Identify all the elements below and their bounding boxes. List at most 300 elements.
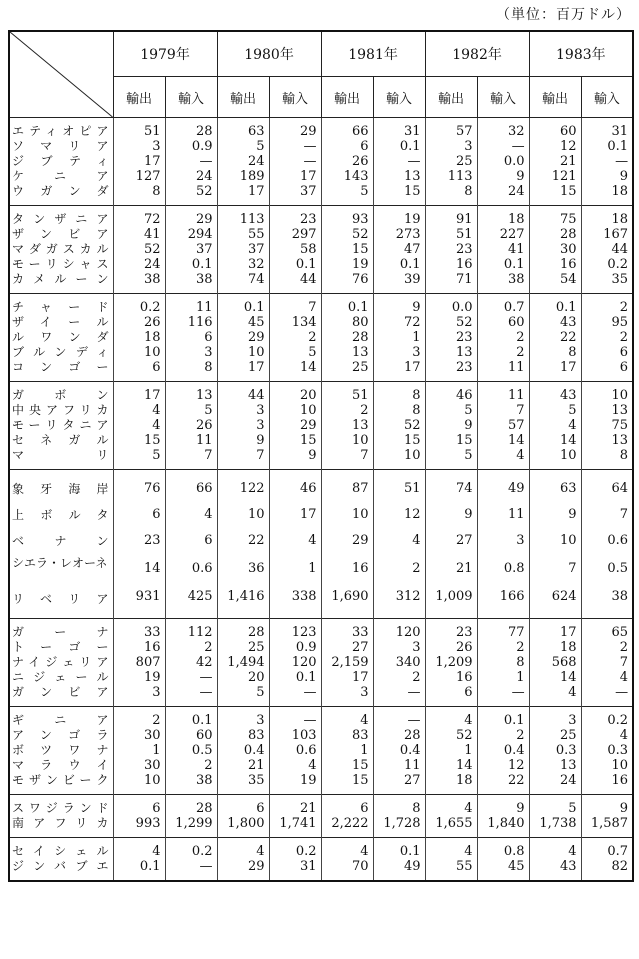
table-cell-value: — [407,713,421,728]
table-cell-value: 2,222 [331,816,369,831]
table-row [9,707,633,795]
table-cell-value: 4 [568,418,577,433]
table-cell-value: 41 [143,227,161,242]
table-cell-value: 0.3 [607,743,629,758]
table-cell-value: 35 [247,773,265,788]
table-cell-value: 39 [404,272,421,287]
export-value-cell [425,838,477,882]
table-cell-value: 4 [204,507,213,522]
import-value-cell [165,795,217,838]
table-cell-value: 0.4 [243,743,265,758]
import-value-cell [269,619,321,707]
country-name: 中央アフリカ [12,403,109,417]
table-cell-value: 18 [456,773,473,788]
table-cell-value: 23 [456,360,473,375]
table-cell-value: 9 [464,507,473,522]
export-value-cell [529,795,581,838]
table-cell-value: 0.4 [399,743,421,758]
table-cell-value: 340 [395,655,421,670]
import-value-cell [477,206,529,294]
table-cell-value: 2,159 [331,655,369,670]
import-value-cell [269,795,321,838]
table-cell-value: 38 [611,589,629,604]
table-cell-value: 0.3 [555,743,577,758]
table-cell-value: 7 [619,655,629,670]
export-value-cell [217,795,269,838]
table-cell-value: 58 [299,242,317,257]
export-header: 輸出 [425,77,477,118]
import-value-cell [581,470,633,619]
table-row [9,838,633,882]
import-value-cell [477,619,529,707]
table-cell-value: 35 [611,272,629,287]
import-value-cell [581,795,633,838]
table-cell-value: 624 [551,589,577,604]
export-value-cell [529,382,581,470]
table-cell-value: 0.6 [191,561,213,576]
table-cell-value: 6 [152,801,161,816]
table-cell-value: 17 [299,507,317,522]
export-value-cell [113,206,165,294]
table-cell-value: 22 [247,533,265,548]
export-header: 輸出 [529,77,581,118]
table-cell-value: 0.5 [607,561,629,576]
table-cell-value: 4 [619,728,629,743]
table-cell-value: 0.1 [503,257,525,272]
table-row [9,206,633,294]
table-cell-value: 76 [143,481,161,496]
table-cell-value: 55 [247,227,265,242]
table-cell-value: 49 [404,859,421,874]
table-cell-value: 5 [152,448,161,463]
table-cell-value: 2 [619,330,629,345]
export-value-cell [425,619,477,707]
table-cell-value: 116 [187,315,213,330]
table-cell-value: 10 [560,533,577,548]
table-cell-value: — [303,139,317,154]
table-cell-value: 17 [143,154,161,169]
table-cell-value: 0.1 [607,139,629,154]
table-cell-value: 44 [611,242,629,257]
import-value-cell [165,294,217,382]
table-cell-value: — [199,154,213,169]
country-cell [9,838,113,882]
table-cell-value: 12 [404,507,421,522]
country-group [9,382,633,470]
table-cell-value: 13 [404,169,421,184]
country-name: ザイール [12,315,109,329]
table-cell-value: 25 [560,728,577,743]
table-cell-value: 75 [560,212,577,227]
import-value-cell [373,470,425,619]
country-name: セネガル [12,433,109,447]
table-cell-value: 568 [551,655,577,670]
table-cell-value: 54 [560,272,577,287]
table-cell-value: 273 [395,227,421,242]
table-cell-value: 17 [247,184,265,199]
country-group [9,470,633,619]
country-name: シエラ・レオーネ [12,556,108,570]
table-cell-value: 2 [360,403,369,418]
table-cell-value: 13 [456,345,473,360]
table-cell-value: 5 [464,448,473,463]
table-cell-value: 0.7 [503,300,525,315]
table-cell-value: 3 [412,345,421,360]
table-cell-value: 7 [568,561,577,576]
table-cell-value: 0.2 [607,713,629,728]
table-cell-value: 28 [195,124,213,139]
table-cell-value: 25 [456,154,473,169]
table-cell-value: 57 [456,124,473,139]
table-cell-value: 11 [508,388,525,403]
import-value-cell [373,838,425,882]
table-cell-value: 1 [360,743,369,758]
table-cell-value: 6 [360,139,369,154]
table-cell-value: 10 [143,773,161,788]
year-header: 1982年 [425,31,529,77]
country-name: ザンビア [12,227,109,241]
table-cell-value: 122 [239,481,265,496]
table-cell-value: 9 [256,433,265,448]
table-cell-value: 16 [456,257,473,272]
table-cell-value: 0.8 [503,844,525,859]
export-value-cell [425,294,477,382]
table-cell-value: 3 [360,685,369,700]
table-cell-value: 8 [464,184,473,199]
import-value-cell [373,795,425,838]
table-cell-value: 64 [611,481,629,496]
table-cell-value: 2 [619,300,629,315]
table-cell-value: 2 [516,728,525,743]
table-cell-value: 4 [568,844,577,859]
table-cell-value: 32 [247,257,265,272]
table-cell-value: 21 [456,561,473,576]
table-cell-value: 80 [351,315,369,330]
table-cell-value: 10 [611,758,629,773]
table-cell-value: 227 [499,227,525,242]
table-cell-value: 22 [560,330,577,345]
table-cell-value: 7 [360,448,369,463]
table-cell-value: 38 [195,773,213,788]
table-cell-value: 6 [256,801,265,816]
table-cell-value: 63 [560,481,577,496]
import-value-cell [581,707,633,795]
table-cell-value: — [511,139,525,154]
table-cell-value: 13 [611,403,629,418]
year-header: 1980年 [217,31,321,77]
table-cell-value: 7 [256,448,265,463]
table-cell-value: 21 [247,758,265,773]
table-cell-value: 31 [299,859,317,874]
table-cell-value: 24 [247,154,265,169]
country-cell [9,795,113,838]
table-cell-value: 18 [508,212,525,227]
table-cell-value: 51 [143,124,161,139]
table-cell-value: 51 [351,388,369,403]
table-cell-value: 26 [456,640,473,655]
table-cell-value: 9 [412,300,421,315]
table-cell-value: 4 [568,685,577,700]
table-cell-value: 1,738 [539,816,577,831]
country-name: ガンビア [12,685,109,699]
table-cell-value: 15 [299,433,317,448]
import-value-cell [165,382,217,470]
table-cell-value: 24 [195,169,213,184]
table-cell-value: 2 [516,640,525,655]
table-cell-value: 1,587 [590,816,629,831]
table-cell-value: 26 [351,154,369,169]
table-cell-value: 76 [351,272,369,287]
table-cell-value: 42 [195,655,213,670]
export-value-cell [425,707,477,795]
import-value-cell [269,294,321,382]
export-value-cell [425,470,477,619]
country-name: マリ [12,448,109,462]
table-cell-value: 29 [351,533,369,548]
table-cell-value: 14 [508,433,525,448]
table-cell-value: 0.5 [191,743,213,758]
export-value-cell [529,206,581,294]
country-name: 南アフリカ [12,816,109,830]
table-cell-value: 1,690 [331,589,369,604]
year-header: 1981年 [321,31,425,77]
table-cell-value: 0.6 [295,743,317,758]
export-value-cell [321,838,373,882]
table-cell-value: 8 [412,403,421,418]
table-cell-value: 15 [351,773,369,788]
table-cell-value: 8 [204,360,213,375]
table-cell-value: 13 [195,388,213,403]
country-name: マダガスカル [12,242,109,256]
table-cell-value: 16 [351,561,369,576]
table-cell-value: 0.6 [607,533,629,548]
table-cell-value: 297 [291,227,317,242]
table-cell-value: 0.1 [295,670,317,685]
table-cell-value: 19 [299,773,317,788]
table-cell-value: 931 [135,589,161,604]
import-value-cell [373,206,425,294]
table-cell-value: 2 [204,758,213,773]
export-value-cell [113,294,165,382]
table-cell-value: 19 [404,212,421,227]
export-value-cell [321,795,373,838]
table-cell-value: 28 [195,801,213,816]
table-cell-value: 9 [516,801,525,816]
table-cell-value: 17 [351,670,369,685]
table-cell-value: 1,009 [435,589,473,604]
table-cell-value: 4 [308,758,317,773]
table-cell-value: 4 [152,418,161,433]
country-name: スワジランド [12,801,109,815]
country-name: タンザニア [12,212,109,226]
table-cell-value: 4 [308,533,317,548]
table-cell-value: 5 [464,403,473,418]
country-group [9,118,633,206]
import-value-cell [477,294,529,382]
import-value-cell [477,838,529,882]
table-cell-value: 30 [560,242,577,257]
import-value-cell [581,619,633,707]
table-cell-value: 29 [299,124,317,139]
table-cell-value: 9 [619,169,629,184]
import-value-cell [269,118,321,206]
export-value-cell [113,118,165,206]
table-cell-value: 60 [560,124,577,139]
table-cell-value: 294 [187,227,213,242]
country-cell [9,294,113,382]
country-name: セイシェル [12,844,109,858]
import-header: 輸入 [373,77,425,118]
country-name: ガボン [12,388,109,402]
table-cell-value: 51 [456,227,473,242]
export-value-cell [113,707,165,795]
table-cell-value: 46 [456,388,473,403]
table-cell-value: 28 [560,227,577,242]
table-cell-value: 13 [351,345,369,360]
import-value-cell [373,118,425,206]
table-cell-value: 11 [508,507,525,522]
table-cell-value: 43 [560,388,577,403]
table-cell-value: 3 [464,139,473,154]
table-cell-value: 23 [456,330,473,345]
country-group [9,206,633,294]
table-cell-value: 66 [351,124,369,139]
import-value-cell [373,382,425,470]
table-cell-value: 33 [143,625,161,640]
table-cell-value: 9 [516,169,525,184]
table-cell-value: 4 [256,844,265,859]
table-cell-value: 1,299 [175,816,213,831]
table-row [9,118,633,206]
table-row [9,294,633,382]
table-cell-value: 72 [404,315,421,330]
export-value-cell [217,118,269,206]
export-value-cell [113,470,165,619]
table-cell-value: 37 [247,242,265,257]
table-cell-value: 2 [204,640,213,655]
table-cell-value: 2 [619,640,629,655]
country-name: リベリア [12,592,109,606]
table-cell-value: 113 [239,212,265,227]
year-header: 1983年 [529,31,633,77]
table-cell-value: 11 [404,758,421,773]
export-value-cell [529,294,581,382]
table-cell-value: 83 [351,728,369,743]
trade-table [8,30,634,882]
table-cell-value: — [303,685,317,700]
export-header: 輸出 [113,77,165,118]
table-cell-value: 8 [412,388,421,403]
export-value-cell [217,707,269,795]
country-name: ギニア [12,713,109,727]
table-cell-value: 52 [404,418,421,433]
table-cell-value: 0.8 [503,561,525,576]
import-value-cell [373,707,425,795]
table-cell-value: 10 [247,507,265,522]
table-cell-value: 7 [516,403,525,418]
table-cell-value: 1 [516,670,525,685]
table-cell-value: 15 [143,433,161,448]
table-cell-value: 74 [456,481,473,496]
import-value-cell [165,118,217,206]
table-cell-value: 0.0 [503,154,525,169]
table-cell-value: 72 [143,212,161,227]
table-cell-value: 4 [464,713,473,728]
table-cell-value: 33 [351,625,369,640]
country-name: ケニア [12,169,109,183]
table-cell-value: 52 [456,315,473,330]
table-cell-value: 17 [560,625,577,640]
table-cell-value: — [303,713,317,728]
import-value-cell [269,707,321,795]
table-cell-value: 123 [291,625,317,640]
table-cell-value: 12 [508,758,525,773]
table-row [9,795,633,838]
table-cell-value: 9 [619,801,629,816]
table-cell-value: 1 [412,330,421,345]
table-cell-value: 1,494 [227,655,265,670]
table-cell-value: 2 [516,330,525,345]
table-cell-value: 10 [143,345,161,360]
export-value-cell [113,838,165,882]
table-cell-value: 8 [568,345,577,360]
table-cell-value: 70 [351,859,369,874]
table-cell-value: 113 [447,169,473,184]
table-cell-value: 91 [456,212,473,227]
table-cell-value: 1,741 [279,816,317,831]
table-cell-value: 6 [204,330,213,345]
table-cell-value: 3 [256,403,265,418]
export-value-cell [529,619,581,707]
table-cell-value: 0.1 [555,300,577,315]
export-value-cell [321,294,373,382]
table-cell-value: 7 [308,300,317,315]
table-cell-value: 0.1 [503,713,525,728]
table-cell-value: 1,655 [435,816,473,831]
table-cell-value: 66 [195,481,213,496]
table-cell-value: 166 [499,589,525,604]
country-group [9,619,633,707]
table-cell-value: 3 [516,533,525,548]
import-value-cell [581,118,633,206]
table-cell-value: 5 [204,403,213,418]
table-cell-value: 15 [351,758,369,773]
table-cell-value: 36 [247,561,265,576]
country-name: モーリシャス [12,257,109,271]
table-cell-value: 2 [516,345,525,360]
year-header: 1979年 [113,31,217,77]
table-cell-value: 24 [560,773,577,788]
table-cell-value: 41 [508,242,525,257]
table-cell-value: 0.1 [347,300,369,315]
table-cell-value: 3 [256,418,265,433]
table-cell-value: 167 [603,227,629,242]
table-cell-value: 28 [404,728,421,743]
table-cell-value: 0.1 [399,844,421,859]
table-cell-value: 18 [611,212,629,227]
export-value-cell [321,382,373,470]
table-cell-value: 4 [464,801,473,816]
table-cell-value: 15 [404,184,421,199]
export-value-cell [321,206,373,294]
table-cell-value: 49 [508,481,525,496]
import-value-cell [581,838,633,882]
table-cell-value: — [199,685,213,700]
country-group [9,795,633,838]
country-name: ジブティ [12,154,109,168]
table-cell-value: 15 [560,184,577,199]
table-cell-value: 3 [204,345,213,360]
